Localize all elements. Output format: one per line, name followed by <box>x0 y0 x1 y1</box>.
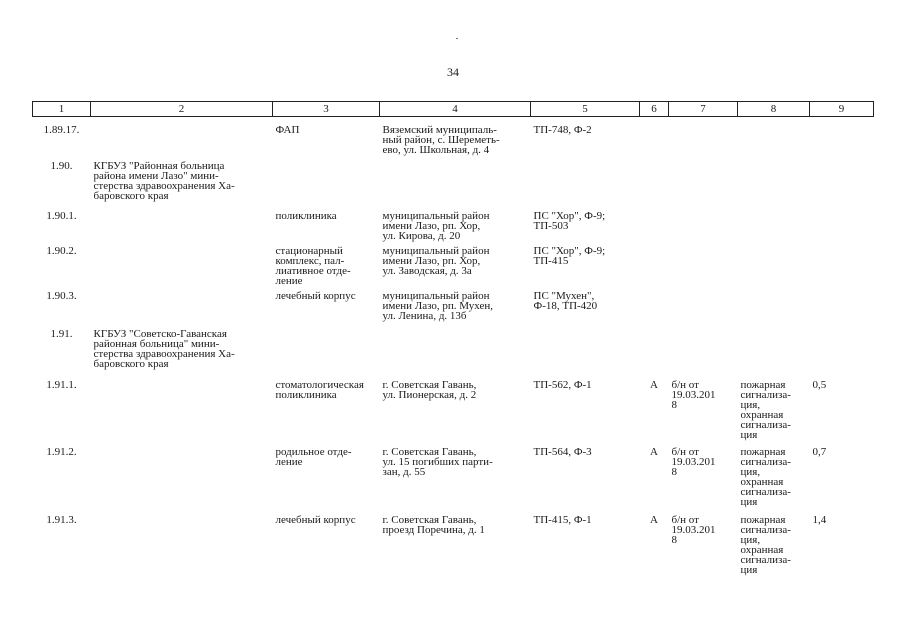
row-number: 1.91.1. <box>46 379 77 391</box>
alarm-cell: пожарная сигнализа- ция, охранная сигнализа- ция <box>740 446 791 508</box>
object-cell: стационарный комплекс, пал- лиативное отде- ление <box>275 245 351 287</box>
category-cell: А <box>650 446 658 458</box>
object-cell: лечебный корпус <box>275 290 356 302</box>
alarm-cell <box>738 211 810 246</box>
object-cell <box>273 329 380 380</box>
column-header: 1 <box>33 102 91 117</box>
power-supply-cell: ПС "Мухен", Ф-18, ТП-420 <box>533 290 598 312</box>
table-row <box>33 246 874 291</box>
value-cell: 0,7 <box>812 446 827 458</box>
alarm-cell <box>738 117 810 162</box>
organization-cell <box>91 211 273 246</box>
power-supply-cell: ТП-562, Ф-1 <box>533 379 592 391</box>
table-row <box>33 211 874 246</box>
row-number: 1.90.3. <box>46 290 77 302</box>
column-header: 5 <box>531 102 640 117</box>
row-number: 1.90.1. <box>46 210 77 222</box>
power-supply-cell: ТП-564, Ф-3 <box>533 446 592 458</box>
address-cell: Вяземский муниципаль- ный район, с. Шереметь- ево, ул. Школьная, д. 4 <box>382 124 500 156</box>
category-cell <box>640 161 669 211</box>
alarm-cell <box>738 246 810 291</box>
value-cell <box>810 117 874 162</box>
registry-table <box>32 101 874 585</box>
document-cell: б/н от 19.03.201 8 <box>671 379 716 411</box>
value-cell: 0,5 <box>812 379 827 391</box>
power-supply-cell: ПС "Хор", Ф-9; ТП-503 <box>533 210 606 232</box>
address-cell: г. Советская Гавань, ул. 15 погибших парти- зан, д. 55 <box>382 446 493 478</box>
table-row <box>33 380 874 447</box>
address-cell <box>380 329 531 380</box>
scan-speck <box>456 38 458 39</box>
power-supply-cell: ТП-415, Ф-1 <box>533 514 592 526</box>
table-row <box>33 161 874 211</box>
power-supply-cell: ТП-748, Ф-2 <box>533 124 592 136</box>
row-number: 1.91. <box>50 328 73 340</box>
value-cell <box>810 291 874 329</box>
organization-cell <box>91 246 273 291</box>
category-cell <box>640 117 669 162</box>
object-cell: поликлиника <box>275 210 337 222</box>
object-cell: родильное отде- ление <box>275 446 352 468</box>
document-cell: б/н от 19.03.201 8 <box>671 446 716 478</box>
address-cell: муниципальный район имени Лазо, рп. Хор, ул. Кирова, д. 20 <box>382 210 490 242</box>
address-cell: муниципальный район имени Лазо, рп. Мухен, ул. Ленина, д. 13б <box>382 290 494 322</box>
address-cell <box>380 161 531 211</box>
category-cell: А <box>650 379 658 391</box>
column-header: 2 <box>91 102 273 117</box>
organization-cell <box>91 515 273 585</box>
alarm-cell <box>738 329 810 380</box>
alarm-cell <box>738 291 810 329</box>
object-cell: ФАП <box>275 124 300 136</box>
power-supply-cell <box>531 329 640 380</box>
column-header: 7 <box>669 102 738 117</box>
organization-cell: КГБУЗ "Районная больница района имени Лазо" мини- стерства здравоохранения Ха- баровского края <box>93 160 235 202</box>
document-cell <box>669 211 738 246</box>
alarm-cell: пожарная сигнализа- ция, охранная сигнализа- ция <box>740 379 791 441</box>
value-cell <box>810 246 874 291</box>
organization-cell <box>91 117 273 162</box>
column-number-row <box>33 102 874 117</box>
value-cell <box>810 211 874 246</box>
value-cell: 1,4 <box>812 514 827 526</box>
document-cell <box>669 246 738 291</box>
address-cell: г. Советская Гавань, проезд Поречина, д. 1 <box>382 514 485 536</box>
row-number: 1.91.3. <box>46 514 77 526</box>
column-header: 4 <box>380 102 531 117</box>
address-cell: г. Советская Гавань, ул. Пионерская, д. 2 <box>382 379 477 401</box>
page-number: 34 <box>447 65 459 79</box>
category-cell <box>640 211 669 246</box>
table-row <box>33 117 874 162</box>
object-cell <box>273 161 380 211</box>
category-cell <box>640 291 669 329</box>
document-cell <box>669 161 738 211</box>
table-row <box>33 291 874 329</box>
address-cell: муниципальный район имени Лазо, рп. Хор, ул. Заводская, д. 3а <box>382 245 490 277</box>
row-number: 1.89.17. <box>43 124 80 136</box>
column-header: 3 <box>273 102 380 117</box>
table-row <box>33 329 874 380</box>
table-row <box>33 447 874 515</box>
alarm-cell <box>738 161 810 211</box>
organization-cell <box>91 380 273 447</box>
column-header: 6 <box>640 102 669 117</box>
power-supply-cell <box>531 161 640 211</box>
document-cell <box>669 117 738 162</box>
column-header: 8 <box>738 102 810 117</box>
document-cell <box>669 329 738 380</box>
object-cell: стоматологическая поликлиника <box>275 379 364 401</box>
power-supply-cell: ПС "Хор", Ф-9; ТП-415 <box>533 245 606 267</box>
document-cell <box>669 291 738 329</box>
column-header: 9 <box>810 102 874 117</box>
value-cell <box>810 329 874 380</box>
value-cell <box>810 161 874 211</box>
row-number: 1.91.2. <box>46 446 77 458</box>
organization-cell <box>91 447 273 515</box>
document-cell: б/н от 19.03.201 8 <box>671 514 716 546</box>
organization-cell <box>91 291 273 329</box>
object-cell: лечебный корпус <box>275 514 356 526</box>
alarm-cell: пожарная сигнализа- ция, охранная сигнализа- ция <box>740 514 791 576</box>
organization-cell: КГБУЗ "Советско-Гаванская районная больница" мини- стерства здравоохранения Ха- баровского края <box>93 328 235 370</box>
row-number: 1.90. <box>50 160 73 172</box>
category-cell: А <box>650 514 658 526</box>
row-number: 1.90.2. <box>46 245 77 257</box>
category-cell <box>640 246 669 291</box>
table-row <box>33 515 874 585</box>
category-cell <box>640 329 669 380</box>
